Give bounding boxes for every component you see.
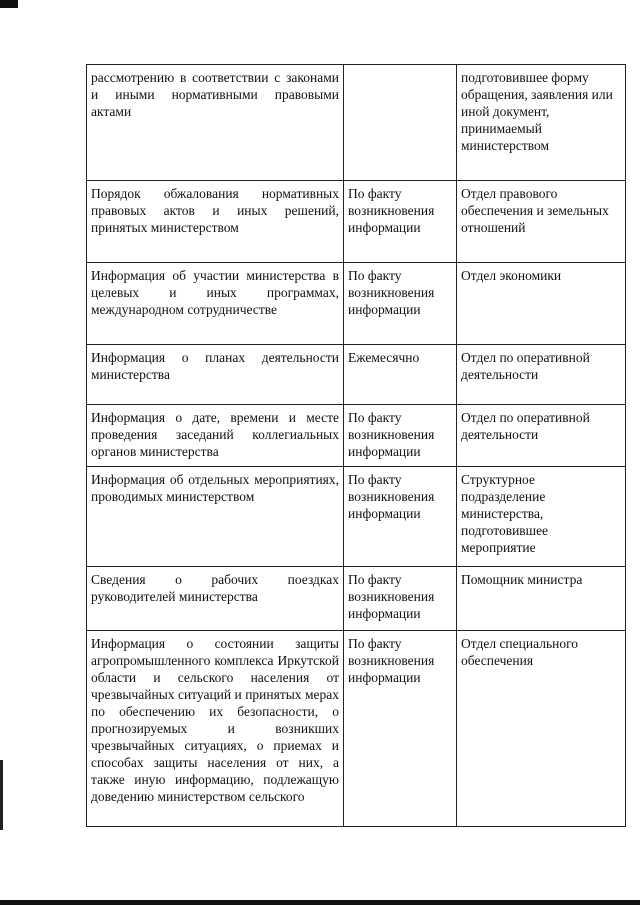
table-row <box>87 181 626 263</box>
period-cell: По факту возникновения информации <box>344 263 457 345</box>
responsible-cell: Отдел экономики <box>457 263 626 345</box>
responsible-cell: Отдел по оперативной деятельности <box>457 345 626 405</box>
period-cell: По факту возникновения информации <box>344 567 457 631</box>
info-cell: Информация о планах деятельности министерства <box>87 345 344 405</box>
table-row <box>87 263 626 345</box>
period-cell <box>344 65 457 181</box>
table-row <box>87 567 626 631</box>
scan-edge-mark <box>0 760 3 830</box>
responsible-cell: Отдел специального обеспечения <box>457 631 626 827</box>
period-cell: По факту возникновения информации <box>344 467 457 567</box>
table-row <box>87 467 626 567</box>
info-cell: Порядок обжалования нормативных правовых актов и иных решений, принятых министерством <box>87 181 344 263</box>
responsible-cell: Отдел по оперативной деятельности <box>457 405 626 467</box>
table-row <box>87 405 626 467</box>
period-cell: По факту возникновения информации <box>344 181 457 263</box>
period-cell: По факту возникновения информации <box>344 631 457 827</box>
scan-corner-mark <box>0 0 18 8</box>
period-cell: Ежемесячно <box>344 345 457 405</box>
responsible-cell: Структурное подразделение министерства, подготовившее мероприятие <box>457 467 626 567</box>
information-table <box>86 64 626 827</box>
scan-bottom-edge <box>0 900 640 905</box>
info-cell: Информация об участии министерства в целевых и иных программах, международном сотрудничестве <box>87 263 344 345</box>
info-cell: Информация об отдельных мероприятиях, проводимых министерством <box>87 467 344 567</box>
period-cell: По факту возникновения информации <box>344 405 457 467</box>
info-cell: Информация о состоянии защиты агропромышленного комплекса Иркутской области и сельского населения от чрезвычайных ситуаций и принятых мерах по обеспечению их безопасности, о прогнозируемых и возникших чрезвычайных ситуациях, о приемах и способах защиты населения от них, а также иную информацию, подлежащую доведению министерством сельского <box>87 631 344 827</box>
responsible-cell: Отдел правового обеспечения и земельных отношений <box>457 181 626 263</box>
table-row <box>87 345 626 405</box>
info-cell: Информация о дате, времени и месте проведения заседаний коллегиальных органов министерства <box>87 405 344 467</box>
info-cell: рассмотрению в соответствии с законами и иными нормативными правовыми актами <box>87 65 344 181</box>
table-row <box>87 631 626 827</box>
table-row <box>87 65 626 181</box>
info-cell: Сведения о рабочих поездках руководителей министерства <box>87 567 344 631</box>
responsible-cell: подготовившее форму обращения, заявления или иной документ, принимаемый министерством <box>457 65 626 181</box>
responsible-cell: Помощник министра <box>457 567 626 631</box>
